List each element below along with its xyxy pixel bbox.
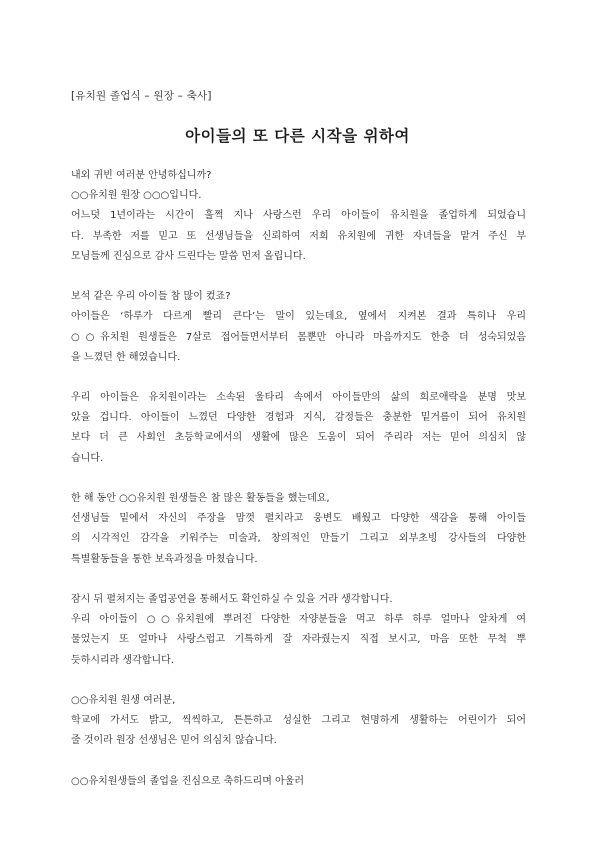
paragraph — [71, 166, 526, 267]
paragraph-line: 우리 아이들이 ○○유치원에 뿌려진 다양한 자양분들을 먹고 하루 하루 얼마나 알차게 여 — [71, 614, 526, 626]
paragraph-line: 내외 귀빈 여러분 안녕하십니까? — [71, 170, 212, 181]
paragraph — [71, 590, 526, 671]
document-title: 아이들의 또 다른 시작을 위하여 — [185, 127, 410, 145]
paragraph-line: ○○유치원 원장 ○○○입니다. — [71, 190, 202, 202]
paragraph-line: 의 시각적인 감각을 키워주는 미술과, 창의적인 만들기 그리고 외부초빙 강사들의 다양한 — [71, 533, 526, 545]
paragraph-line: 듯하시리라 생각합니다. — [71, 654, 174, 666]
paragraph — [71, 287, 526, 368]
paragraph-line: 습니다. — [71, 452, 104, 464]
document-body — [71, 166, 526, 812]
paragraph-line: 선생님들 밑에서 자신의 주장을 맘껏 펼치라고 웅변도 배웠고 다양한 색감을 통해 아이들 — [71, 513, 526, 525]
paragraph-line: 잠시 뒤 펼쳐지는 졸업공연을 통해서도 확인하실 수 있을 거라 생각합니다. — [71, 593, 393, 605]
paragraph-line: ○○유치원생들의 졸업을 진심으로 축하드리며 아울러 — [71, 775, 305, 787]
paragraph-line: 모님들께 진심으로 감사 드린다는 말씀 먼저 올립니다. — [71, 250, 306, 262]
paragraph-line: 한 해 동안 ○○유치원 원생들은 참 많은 활동들을 했는데요, — [71, 493, 330, 504]
paragraph-line: ○○유치원 원생 여러분, — [71, 694, 176, 706]
document-category: [유치원 졸업식 – 원장 – 축사] — [71, 90, 212, 102]
paragraph — [71, 772, 526, 792]
paragraph-line: 학교에 가서도 밝고, 씩씩하고, 튼튼하고 성실한 그리고 현명하게 생활하는 어린이가 되어 — [71, 715, 526, 727]
paragraph-line: 보석 같은 우리 아이들 참 많이 컸죠? — [71, 291, 231, 303]
paragraph — [71, 691, 526, 752]
paragraph-line: 어느덧 1년이라는 시간이 훌쩍 지나 사랑스런 우리 아이들이 유치원을 졸업하게 되었습니 — [71, 210, 526, 222]
paragraph — [71, 388, 526, 469]
paragraph-line: ○○유치원 원생들은 7살로 접어들면서부터 몸뿐만 아니라 마음까지도 한층 더 성숙되었음 — [71, 331, 526, 343]
paragraph — [71, 489, 526, 570]
paragraph-line: 아이들은 ‘하루가 다르게 빨리 큰다’는 말이 있는데요, 옆에서 지켜본 결과 특히나 우리 — [71, 311, 526, 323]
paragraph-line: 우리 아이들은 유치원이라는 소속된 울타리 속에서 아이들만의 삶의 희로애락을 분명 맛보 — [71, 392, 526, 404]
paragraph-line: 보다 더 큰 사회인 초등학교에서의 생활에 많은 도움이 되어 주리라 저는 믿어 의심치 않 — [71, 432, 526, 444]
paragraph-line: 을 느꼈던 한 해였습니다. — [71, 351, 181, 363]
paragraph-line: 다. 부족한 저를 믿고 또 선생님들을 신뢰하여 저희 유치원에 귀한 자녀들을 맡겨 주신 부 — [71, 230, 526, 242]
paragraph-line: 물었는지 또 얼마나 사랑스럽고 기특하게 잘 자라줬는지 직접 보시고, 마음 또한 무척 뿌 — [71, 634, 526, 646]
paragraph-line: 줄 것이라 원장 선생님은 믿어 의심치 않습니다. — [71, 735, 277, 747]
paragraph-line: 특별활동들을 통한 보육과정을 마쳤습니다. — [71, 553, 258, 565]
paragraph-line: 았을 겁니다. 아이들이 느꼈던 다양한 경험과 지식, 감정들은 충분한 밑거름이 되어 유치원 — [71, 412, 526, 424]
